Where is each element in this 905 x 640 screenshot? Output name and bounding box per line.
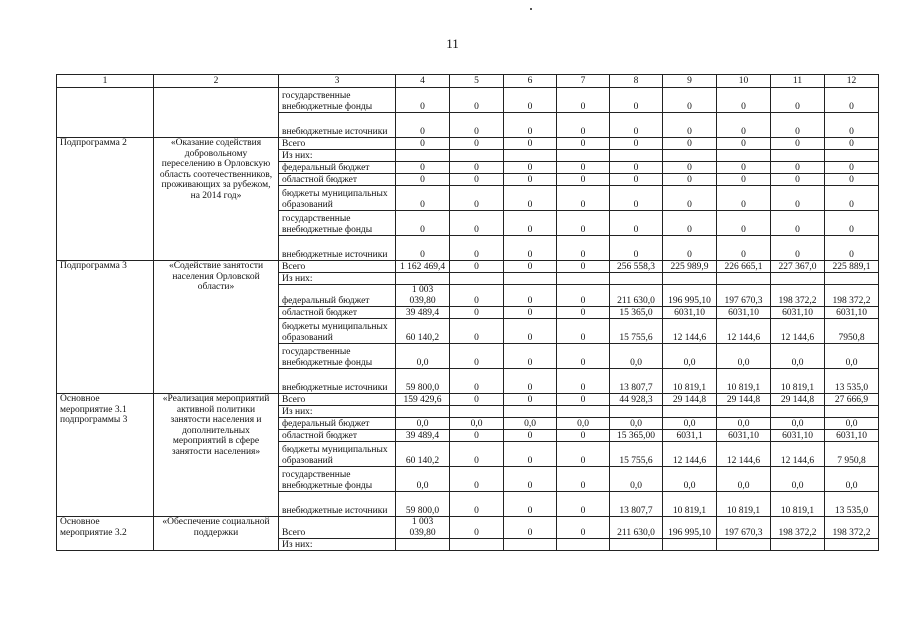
value-cell: 0: [450, 319, 504, 344]
value-cell: 0,0: [610, 418, 663, 430]
value-cell: 0: [504, 113, 557, 138]
value-cell: 0: [504, 211, 557, 236]
value-cell: 0: [504, 467, 557, 492]
value-cell: 0: [557, 174, 610, 186]
program-name-cell: Подпрограмма 3: [57, 261, 154, 394]
funding-source-cell: федеральный бюджет: [279, 418, 396, 430]
value-cell: 0: [504, 492, 557, 517]
value-cell: [717, 150, 771, 162]
value-cell: 198 372,2: [825, 285, 879, 307]
value-cell: [504, 150, 557, 162]
value-cell: [450, 539, 504, 551]
column-header-row: [57, 75, 879, 88]
value-cell: 0: [396, 174, 450, 186]
value-cell: 0: [504, 307, 557, 319]
value-cell: 0: [557, 369, 610, 394]
value-cell: 0: [450, 369, 504, 394]
value-cell: [557, 406, 610, 418]
value-cell: 1 162 469,4: [396, 261, 450, 273]
value-cell: [825, 539, 879, 551]
funding-source-cell: федеральный бюджет: [279, 162, 396, 174]
value-cell: 0: [717, 138, 771, 150]
value-cell: 0: [504, 344, 557, 369]
funding-source-cell: Из них:: [279, 273, 396, 285]
value-cell: 0: [450, 394, 504, 406]
value-cell: 0: [557, 394, 610, 406]
value-cell: 0: [717, 113, 771, 138]
value-cell: [610, 150, 663, 162]
value-cell: 0: [504, 174, 557, 186]
value-cell: 0,0: [717, 467, 771, 492]
value-cell: 0: [663, 236, 717, 261]
value-cell: 0: [450, 344, 504, 369]
value-cell: 1 003 039,80: [396, 517, 450, 539]
value-cell: 0,0: [771, 344, 825, 369]
value-cell: 225 989,9: [663, 261, 717, 273]
value-cell: 0: [450, 236, 504, 261]
value-cell: 13 535,0: [825, 492, 879, 517]
value-cell: 0: [717, 236, 771, 261]
value-cell: 0: [663, 113, 717, 138]
value-cell: 10 819,1: [663, 369, 717, 394]
value-cell: 0: [557, 261, 610, 273]
value-cell: 0: [450, 162, 504, 174]
value-cell: [396, 273, 450, 285]
value-cell: 1 003 039,80: [396, 285, 450, 307]
value-cell: [663, 273, 717, 285]
value-cell: 0,0: [663, 344, 717, 369]
value-cell: 197 670,3: [717, 517, 771, 539]
value-cell: 0: [557, 430, 610, 442]
program-name-cell: [57, 88, 154, 138]
value-cell: 39 489,4: [396, 430, 450, 442]
value-cell: 0,0: [663, 467, 717, 492]
value-cell: 0: [717, 88, 771, 113]
value-cell: 0: [771, 162, 825, 174]
value-cell: 6031,10: [717, 307, 771, 319]
value-cell: 0: [396, 162, 450, 174]
value-cell: 0: [771, 236, 825, 261]
value-cell: 0: [557, 344, 610, 369]
value-cell: 0: [504, 394, 557, 406]
value-cell: 225 889,1: [825, 261, 879, 273]
value-cell: 0: [557, 285, 610, 307]
value-cell: 60 140,2: [396, 319, 450, 344]
value-cell: 0,0: [771, 418, 825, 430]
value-cell: 0: [663, 174, 717, 186]
value-cell: 6031,10: [825, 430, 879, 442]
value-cell: 0: [557, 492, 610, 517]
value-cell: 0: [771, 88, 825, 113]
column-header: 5: [450, 75, 504, 88]
value-cell: [825, 273, 879, 285]
value-cell: 196 995,10: [663, 517, 717, 539]
value-cell: 6031,10: [717, 430, 771, 442]
value-cell: 0: [557, 186, 610, 211]
value-cell: 0: [504, 138, 557, 150]
scan-speck: [530, 8, 532, 10]
value-cell: 0: [610, 113, 663, 138]
value-cell: [557, 539, 610, 551]
value-cell: 0: [717, 162, 771, 174]
value-cell: 29 144,8: [771, 394, 825, 406]
value-cell: 0: [771, 211, 825, 236]
value-cell: 0: [396, 236, 450, 261]
value-cell: 15 755,6: [610, 442, 663, 467]
value-cell: 0: [557, 88, 610, 113]
value-cell: 6031,10: [663, 307, 717, 319]
funding-source-cell: бюджеты муниципальных образований: [279, 186, 396, 211]
value-cell: 0: [771, 186, 825, 211]
value-cell: [504, 273, 557, 285]
value-cell: 10 819,1: [717, 492, 771, 517]
value-cell: 0: [504, 236, 557, 261]
value-cell: 0: [825, 236, 879, 261]
value-cell: 226 665,1: [717, 261, 771, 273]
value-cell: 0: [663, 88, 717, 113]
value-cell: 44 928,3: [610, 394, 663, 406]
value-cell: 13 807,7: [610, 369, 663, 394]
funding-source-cell: бюджеты муниципальных образований: [279, 442, 396, 467]
value-cell: [450, 150, 504, 162]
column-header: 10: [717, 75, 771, 88]
value-cell: 0: [771, 174, 825, 186]
value-cell: 0: [717, 186, 771, 211]
value-cell: 0: [610, 211, 663, 236]
column-header: 4: [396, 75, 450, 88]
value-cell: [450, 406, 504, 418]
column-header: 11: [771, 75, 825, 88]
funding-source-cell: областной бюджет: [279, 430, 396, 442]
value-cell: 0: [825, 186, 879, 211]
value-cell: 0,0: [825, 467, 879, 492]
funding-source-cell: Всего: [279, 261, 396, 273]
value-cell: 0: [610, 138, 663, 150]
value-cell: 6031,10: [771, 430, 825, 442]
value-cell: 59 800,0: [396, 369, 450, 394]
value-cell: 39 489,4: [396, 307, 450, 319]
value-cell: 0: [557, 319, 610, 344]
value-cell: 0: [504, 285, 557, 307]
value-cell: 0: [504, 517, 557, 539]
column-header: 8: [610, 75, 663, 88]
value-cell: [396, 406, 450, 418]
program-title-cell: «Обеспечение социальной поддержки: [154, 517, 279, 551]
value-cell: 29 144,8: [717, 394, 771, 406]
program-name-cell: Основное мероприятие 3.1 подпрограммы 3: [57, 394, 154, 517]
table-row: [57, 88, 879, 113]
value-cell: 0: [610, 174, 663, 186]
value-cell: 0: [557, 236, 610, 261]
value-cell: [663, 150, 717, 162]
value-cell: 0: [396, 88, 450, 113]
funding-source-cell: Из них:: [279, 406, 396, 418]
value-cell: 0: [396, 113, 450, 138]
value-cell: 12 144,6: [771, 319, 825, 344]
value-cell: 227 367,0: [771, 261, 825, 273]
value-cell: 10 819,1: [663, 492, 717, 517]
table-row: [57, 394, 879, 406]
value-cell: 0: [396, 138, 450, 150]
value-cell: 13 535,0: [825, 369, 879, 394]
value-cell: 7 950,8: [825, 442, 879, 467]
value-cell: 196 995,10: [663, 285, 717, 307]
value-cell: [771, 273, 825, 285]
funding-source-cell: бюджеты муниципальных образований: [279, 319, 396, 344]
program-title-cell: «Оказание содействия добровольному переселению в Орловскую область соотечественников, проживающих за рубежом, на 2014 год»: [154, 138, 279, 261]
value-cell: 0: [557, 467, 610, 492]
value-cell: 0: [825, 138, 879, 150]
value-cell: 10 819,1: [717, 369, 771, 394]
value-cell: 0: [450, 442, 504, 467]
column-header: 7: [557, 75, 610, 88]
value-cell: 0,0: [610, 344, 663, 369]
value-cell: 0: [825, 174, 879, 186]
value-cell: 198 372,2: [771, 517, 825, 539]
value-cell: 6031,10: [825, 307, 879, 319]
value-cell: 0,0: [717, 418, 771, 430]
value-cell: 15 365,0: [610, 307, 663, 319]
value-cell: 10 819,1: [771, 369, 825, 394]
column-header: 9: [663, 75, 717, 88]
value-cell: 0: [557, 211, 610, 236]
value-cell: 0,0: [396, 418, 450, 430]
funding-source-cell: федеральный бюджет: [279, 285, 396, 307]
value-cell: 0,0: [663, 418, 717, 430]
value-cell: [396, 539, 450, 551]
value-cell: 0: [450, 174, 504, 186]
value-cell: [663, 406, 717, 418]
value-cell: 27 666,9: [825, 394, 879, 406]
value-cell: 15 365,00: [610, 430, 663, 442]
value-cell: 0: [610, 88, 663, 113]
value-cell: 0: [717, 174, 771, 186]
value-cell: 15 755,6: [610, 319, 663, 344]
value-cell: 6031,1: [663, 430, 717, 442]
value-cell: [450, 273, 504, 285]
value-cell: [771, 539, 825, 551]
value-cell: 0: [450, 138, 504, 150]
value-cell: 0,0: [396, 344, 450, 369]
column-header: 1: [57, 75, 154, 88]
value-cell: 0: [771, 138, 825, 150]
value-cell: 0: [610, 186, 663, 211]
funding-source-cell: государственные внебюджетные фонды: [279, 211, 396, 236]
funding-source-cell: внебюджетные источники: [279, 492, 396, 517]
value-cell: 197 670,3: [717, 285, 771, 307]
value-cell: 29 144,8: [663, 394, 717, 406]
funding-source-cell: областной бюджет: [279, 174, 396, 186]
value-cell: [610, 273, 663, 285]
value-cell: [610, 406, 663, 418]
value-cell: 0: [450, 285, 504, 307]
value-cell: 0: [504, 369, 557, 394]
value-cell: 0: [450, 261, 504, 273]
value-cell: 0: [450, 517, 504, 539]
value-cell: 0: [504, 88, 557, 113]
value-cell: [663, 539, 717, 551]
value-cell: 0,0: [717, 344, 771, 369]
table-row: [57, 138, 879, 150]
value-cell: [717, 539, 771, 551]
funding-source-cell: государственные внебюджетные фонды: [279, 344, 396, 369]
page-number: 11: [446, 36, 459, 51]
value-cell: 198 372,2: [825, 517, 879, 539]
value-cell: [771, 406, 825, 418]
value-cell: 0: [771, 113, 825, 138]
value-cell: [825, 150, 879, 162]
value-cell: [557, 273, 610, 285]
value-cell: 0,0: [610, 467, 663, 492]
value-cell: 12 144,6: [771, 442, 825, 467]
value-cell: [717, 273, 771, 285]
value-cell: 0,0: [396, 467, 450, 492]
value-cell: 0: [717, 211, 771, 236]
funding-source-cell: внебюджетные источники: [279, 369, 396, 394]
value-cell: [825, 406, 879, 418]
column-header: 3: [279, 75, 396, 88]
value-cell: 59 800,0: [396, 492, 450, 517]
value-cell: 0: [450, 88, 504, 113]
funding-source-cell: государственные внебюджетные фонды: [279, 467, 396, 492]
value-cell: 256 558,3: [610, 261, 663, 273]
value-cell: 0: [450, 186, 504, 211]
value-cell: 0: [504, 430, 557, 442]
program-title-cell: «Содействие занятости населения Орловской области»: [154, 261, 279, 394]
value-cell: 0: [825, 162, 879, 174]
value-cell: 0: [825, 211, 879, 236]
funding-source-cell: Из них:: [279, 150, 396, 162]
value-cell: 0: [663, 211, 717, 236]
budget-table: [56, 74, 879, 551]
value-cell: 0,0: [771, 467, 825, 492]
funding-source-cell: внебюджетные источники: [279, 113, 396, 138]
value-cell: 12 144,6: [663, 442, 717, 467]
value-cell: 0: [396, 186, 450, 211]
program-title-cell: [154, 88, 279, 138]
funding-source-cell: Всего: [279, 517, 396, 539]
funding-source-cell: областной бюджет: [279, 307, 396, 319]
value-cell: 7950,8: [825, 319, 879, 344]
column-header: 6: [504, 75, 557, 88]
value-cell: 0: [504, 186, 557, 211]
value-cell: 0: [557, 442, 610, 467]
value-cell: 0,0: [504, 418, 557, 430]
value-cell: 0: [663, 162, 717, 174]
funding-source-cell: Из них:: [279, 539, 396, 551]
funding-source-cell: внебюджетные источники: [279, 236, 396, 261]
value-cell: 0: [557, 162, 610, 174]
value-cell: 211 630,0: [610, 517, 663, 539]
value-cell: [504, 406, 557, 418]
value-cell: 10 819,1: [771, 492, 825, 517]
value-cell: 0: [504, 319, 557, 344]
value-cell: 0: [504, 162, 557, 174]
value-cell: 0: [557, 113, 610, 138]
value-cell: 0: [450, 113, 504, 138]
program-title-cell: «Реализация мероприятий активной политики занятости населения и дополнительных мероприятий в сфере занятости населения»: [154, 394, 279, 517]
value-cell: 0: [450, 492, 504, 517]
table-row: [57, 517, 879, 539]
value-cell: 0: [663, 138, 717, 150]
value-cell: 0: [450, 430, 504, 442]
table-row: [57, 261, 879, 273]
value-cell: [557, 150, 610, 162]
program-name-cell: Основное мероприятие 3.2: [57, 517, 154, 551]
value-cell: 60 140,2: [396, 442, 450, 467]
value-cell: 0: [610, 162, 663, 174]
value-cell: 211 630,0: [610, 285, 663, 307]
value-cell: 12 144,6: [663, 319, 717, 344]
value-cell: 12 144,6: [717, 319, 771, 344]
program-name-cell: Подпрограмма 2: [57, 138, 154, 261]
value-cell: 12 144,6: [717, 442, 771, 467]
value-cell: [504, 539, 557, 551]
value-cell: [396, 150, 450, 162]
column-header: 2: [154, 75, 279, 88]
value-cell: 13 807,7: [610, 492, 663, 517]
value-cell: 159 429,6: [396, 394, 450, 406]
value-cell: 0: [557, 517, 610, 539]
funding-source-cell: Всего: [279, 138, 396, 150]
value-cell: 0,0: [450, 418, 504, 430]
funding-source-cell: государственные внебюджетные фонды: [279, 88, 396, 113]
value-cell: 0: [450, 307, 504, 319]
value-cell: [717, 406, 771, 418]
value-cell: 0: [504, 442, 557, 467]
value-cell: [771, 150, 825, 162]
column-header: 12: [825, 75, 879, 88]
value-cell: 6031,10: [771, 307, 825, 319]
value-cell: 0: [557, 307, 610, 319]
value-cell: 0,0: [557, 418, 610, 430]
funding-source-cell: Всего: [279, 394, 396, 406]
value-cell: 0,0: [825, 344, 879, 369]
value-cell: 0,0: [825, 418, 879, 430]
value-cell: 0: [663, 186, 717, 211]
value-cell: 0: [610, 236, 663, 261]
value-cell: 0: [825, 88, 879, 113]
value-cell: 0: [450, 211, 504, 236]
value-cell: 0: [450, 467, 504, 492]
value-cell: 0: [825, 113, 879, 138]
value-cell: 0: [557, 138, 610, 150]
value-cell: 198 372,2: [771, 285, 825, 307]
value-cell: 0: [396, 211, 450, 236]
value-cell: [610, 539, 663, 551]
value-cell: 0: [504, 261, 557, 273]
